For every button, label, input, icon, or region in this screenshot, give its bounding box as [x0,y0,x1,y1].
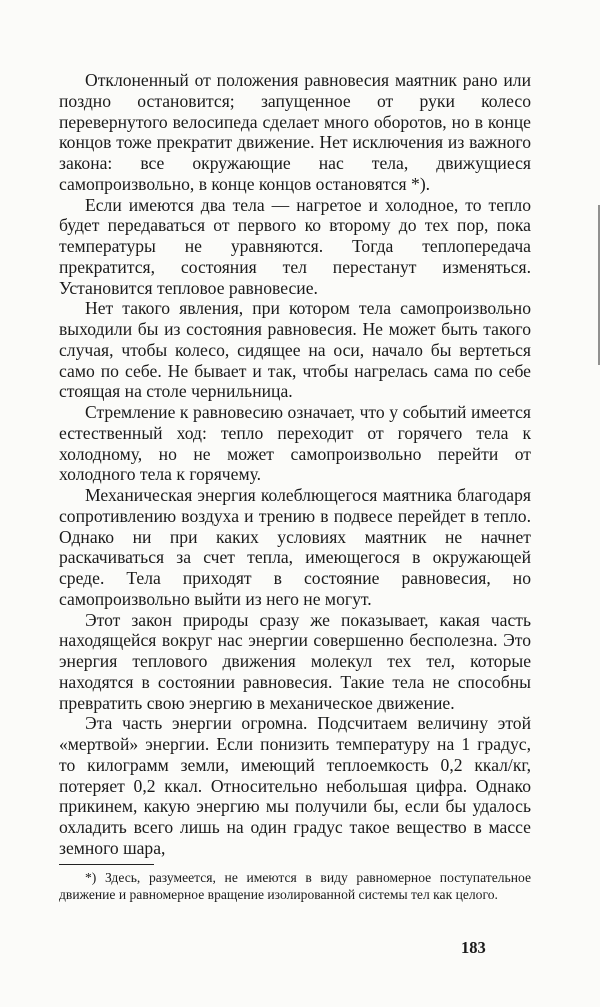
paragraph: Отклоненный от положения равновесия маятник рано или поздно остановится; запущенное от руки колесо перевернутого велосипеда сделает много оборотов, но в конце концов тоже прекратит движение. Нет исключения из важного закона: все окружающие нас тела, движущиеся самопроизвольно, в конце концов остановятся *). [59,70,531,194]
paragraph: Нет такого явления, при котором тела самопроизвольно выходили бы из состояния равновесия. Не может быть такого случая, чтобы колесо, сидящее на оси, начало бы вертеться само по себе. Не бывает и так, чтобы нагрелась сама по себе стоящая на столе чернильница. [59,298,531,402]
paragraph: Этот закон природы сразу же показывает, какая часть находящейся вокруг нас энергии совершенно бесполезна. Это энергия теплового движения молекул тех тел, которые находятся в состоянии равновесия. Такие тела не способны превратить свою энергию в механическое движение. [59,609,531,713]
footnote-text: *) Здесь, разумеется, не имеются в виду равномерное поступательное движение и равномерное вращение изолированной системы тел как целого. [59,870,531,902]
page-number: 183 [461,938,486,957]
footnote-divider [59,864,154,865]
paragraph: Если имеются два тела — нагретое и холодное, то тепло будет передаваться от первого ко второму до тех пор, пока температуры не уравняются. Тогда теплопередача прекратится, состояния тел перестанут изменяться. Установится тепловое равновесие. [59,194,531,298]
main-text [59,70,531,859]
paragraph: Механическая энергия колеблющегося маятника благодаря сопротивлению воздуха и трению в подвесе перейдет в тепло. Однако ни при каких условиях маятник не начнет раскачиваться за счет тепла, имеющегося в окружающей среде. Тела приходят в состояние равновесия, но самопроизвольно выйти из него не могут. [59,485,531,609]
paragraph: Стремление к равновесию означает, что у событий имеется естественный ход: тепло переходит от горячего тела к холодному, но не может самопроизвольно перейти от холодного тела к горячему. [59,402,531,485]
paragraph: Эта часть энергии огромна. Подсчитаем величину этой «мертвой» энергии. Если понизить температуру на 1 градус, то килограмм земли, имеющий теплоемкость 0,2 ккал/кг, потеряет 0,2 ккал. Относительно небольшая цифра. Однако прикинем, какую энергию мы получили бы, если бы удалось охладить всего лишь на один градус такое вещество в массе земного шара, [59,713,531,858]
footnote [59,870,531,903]
